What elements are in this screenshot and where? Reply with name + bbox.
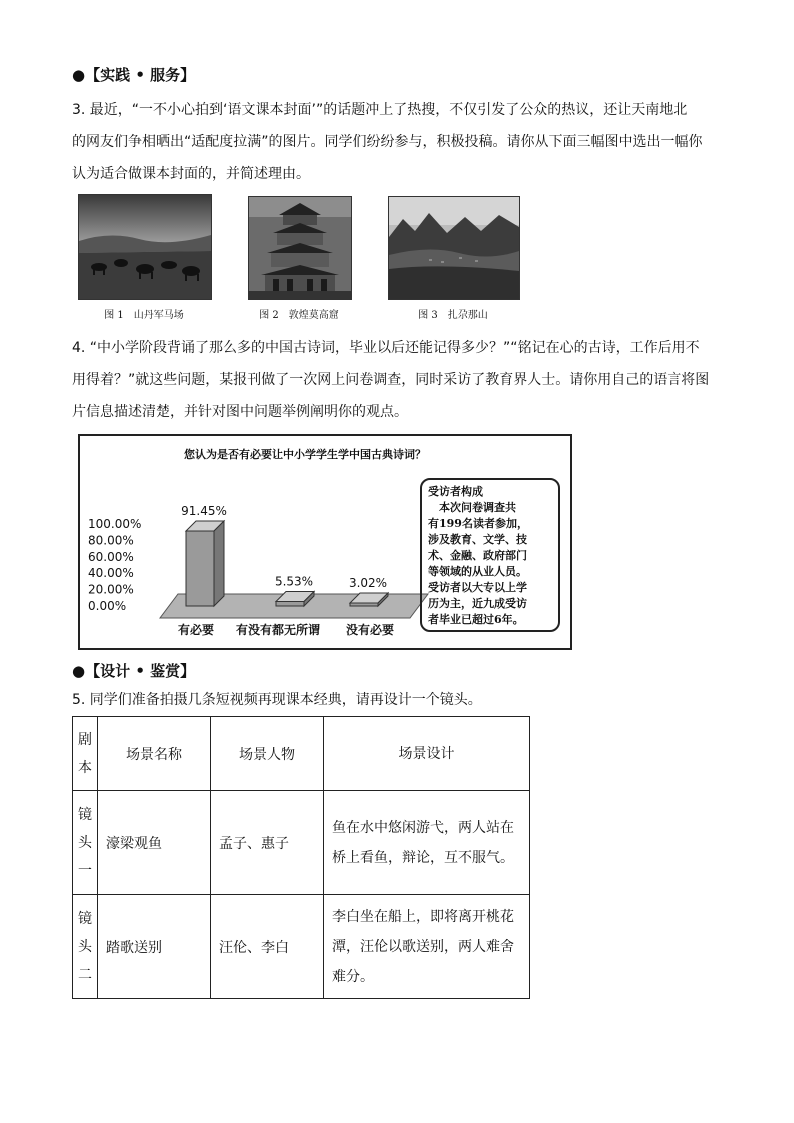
- shot-char: 镜: [78, 806, 92, 823]
- scene-people-cell: 孟子、惠子: [211, 791, 324, 895]
- header-cell: 场景名称: [98, 717, 211, 791]
- y-tick-label: 60.00%: [88, 549, 134, 564]
- shot-char: 镜: [78, 910, 92, 927]
- q3-line: 3. 最近，“一不小心拍到‘语文课本封面’”的话题冲上了热搜，不仅引发了公众的热议，还让天南地北: [72, 102, 688, 118]
- q4-line: 4. “中小学阶段背诵了那么多的中国古诗词，毕业以后还能记得多少？”“铭记在心的古诗，工作后用不: [72, 340, 700, 356]
- q4-line: 片信息描述清楚，并针对图中问题举例阐明你的观点。: [72, 404, 408, 420]
- survey-chart: [78, 434, 572, 650]
- figure-3-photo: [388, 196, 520, 300]
- x-category-label: 有必要: [178, 623, 215, 637]
- y-tick-label: 100.00%: [88, 517, 142, 531]
- shot-char: 头: [78, 834, 92, 851]
- note-line: 者毕业已超过6年。: [428, 613, 524, 626]
- figure-2-caption: 图 2 敦煌莫高窟: [259, 310, 339, 321]
- bar-value-label: 91.45%: [181, 504, 227, 519]
- scene-name-cell: 踏歌送别: [98, 895, 211, 999]
- note-line: 受访者构成: [428, 485, 483, 498]
- figure-1-photo: [78, 194, 212, 300]
- section-heading-design: [72, 660, 195, 681]
- note-line: 历为主，近九成受访: [428, 597, 527, 610]
- header-char: 本: [78, 759, 92, 776]
- bar-value-label: 3.02%: [348, 576, 388, 590]
- table-row: [73, 895, 530, 999]
- question-4: [72, 332, 722, 428]
- scene-design-cell: 鱼在水中悠闲游弋，两人站在桥上看鱼，辩论，互不服气。: [324, 791, 530, 895]
- header-cell: [73, 717, 98, 791]
- figure-2-photo: [248, 196, 352, 300]
- section-title: 【实践 • 服务】: [85, 66, 196, 84]
- bullet-icon: ●: [72, 66, 86, 84]
- note-line: 涉及教育、文学、技: [428, 533, 527, 546]
- note-line: 等领域的从业人员。: [428, 565, 527, 578]
- q4-line: 用得着？”就这些问题，某报刊做了一次网上问卷调查，同时采访了教育界人士。请你用自己的语言将图: [72, 372, 710, 388]
- shot-cell: [73, 791, 98, 895]
- scene-design-cell: 李白坐在船上，即将离开桃花潭，汪伦以歌送别，两人难舍难分。: [324, 895, 530, 999]
- note-line: 本次问卷调查共: [428, 501, 516, 514]
- y-tick-label: 40.00%: [88, 566, 134, 581]
- q3-line: 的网友们争相晒出“适配度拉满”的图片。同学们纷纷参与，积极投稿。请你从下面三幅图中选出一幅你: [72, 134, 703, 150]
- note-line: 有199名读者参加，: [428, 517, 528, 530]
- shot-cell: [73, 895, 98, 999]
- question-3: [72, 94, 722, 190]
- table-row: [73, 791, 530, 895]
- figure-1-caption: 图 1 山丹军马场: [104, 310, 184, 321]
- bar-有必要: [186, 521, 224, 606]
- chart-title: 您认为是否有必要让中小学学生学中国古典诗词？: [184, 448, 426, 461]
- bullet-icon: ●: [72, 662, 86, 680]
- figure-3-caption: 图 3 扎尕那山: [418, 310, 488, 321]
- figure-2: [248, 196, 352, 321]
- x-category-label: 有没有都无所谓: [236, 623, 321, 637]
- section-heading-practice: [72, 64, 195, 85]
- shot-char: 二: [78, 966, 92, 983]
- table-header-row: [73, 717, 530, 791]
- header-char: 剧: [78, 731, 92, 748]
- x-category-label: 没有必要: [346, 623, 395, 637]
- figure-1: [78, 194, 212, 321]
- bar-value-label: 5.53%: [274, 574, 314, 589]
- section-title: 【设计 • 鉴赏】: [85, 662, 196, 680]
- scene-people-cell: 汪伦、李白: [211, 895, 324, 999]
- shot-char: 一: [78, 862, 92, 879]
- y-tick-label: 0.00%: [88, 599, 127, 613]
- figure-3: [388, 196, 520, 321]
- header-cell: 场景设计: [324, 717, 530, 791]
- header-cell: 场景人物: [211, 717, 324, 791]
- note-line: 受访者以大专以上学: [428, 581, 527, 594]
- q3-line: 认为适合做课本封面的，并简述理由。: [72, 166, 310, 182]
- scene-name-cell: 濠梁观鱼: [98, 791, 211, 895]
- y-tick-label: 80.00%: [88, 533, 134, 548]
- respondent-note: [420, 478, 560, 632]
- question-5: 5. 同学们准备拍摄几条短视频再现课本经典，请再设计一个镜头。: [72, 692, 482, 708]
- y-tick-label: 20.00%: [88, 582, 134, 597]
- scene-table: [72, 716, 530, 999]
- shot-char: 头: [78, 938, 92, 955]
- note-line: 术、金融、政府部门: [428, 549, 527, 562]
